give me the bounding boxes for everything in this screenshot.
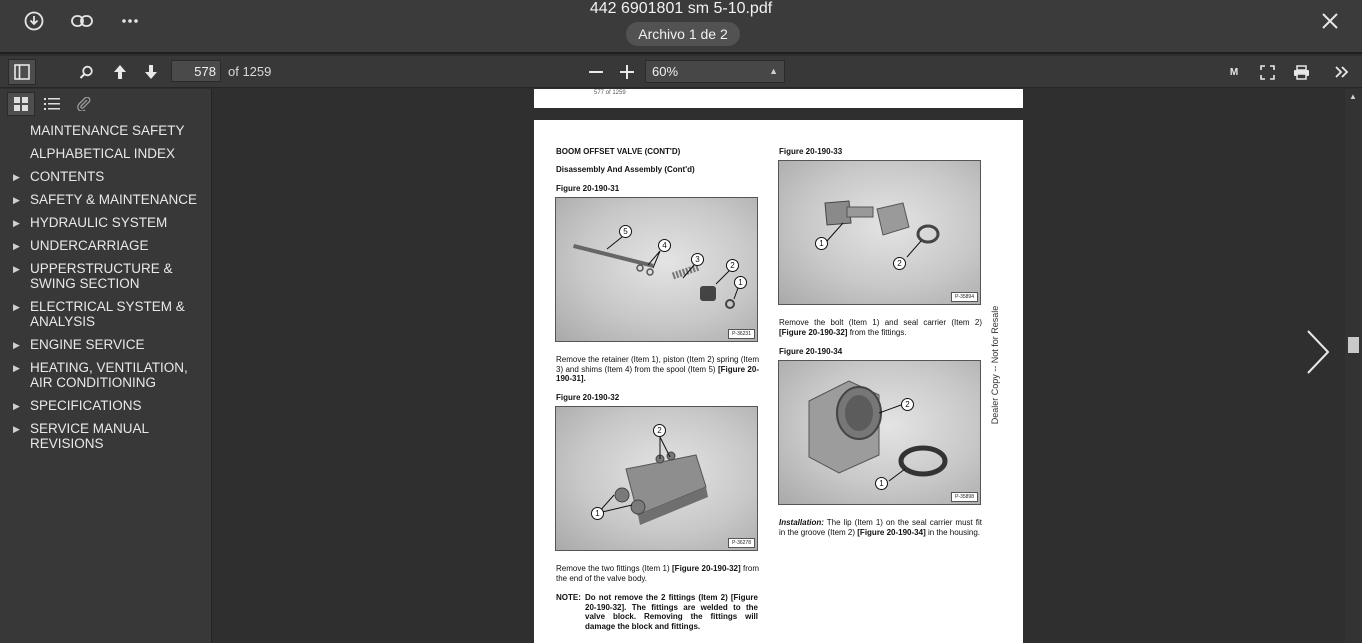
section-heading: BOOM OFFSET VALVE (CONT'D) <box>556 147 681 156</box>
outline-item-label: SERVICE MANUAL REVISIONS <box>30 421 149 451</box>
vertical-scrollbar[interactable] <box>1345 89 1362 643</box>
outline-item-label: UNDERCARRIAGE <box>30 238 149 253</box>
expand-arrow-icon[interactable]: ▶ <box>13 195 20 205</box>
photo-code-32: P-36278 <box>728 538 755 548</box>
page-total-label: of 1259 <box>228 64 272 79</box>
previous-page <box>534 89 1023 108</box>
expand-arrow-icon[interactable]: ▶ <box>13 340 20 350</box>
expand-arrow-icon[interactable]: ▶ <box>13 401 20 411</box>
expand-arrow-icon[interactable]: ▶ <box>13 363 20 373</box>
outline-item-label: ENGINE SERVICE <box>30 337 145 352</box>
search-icon[interactable] <box>76 59 96 85</box>
note-label: NOTE: <box>556 593 581 602</box>
outline-item[interactable] <box>0 169 212 184</box>
figure-label-34: Figure 20-190-34 <box>779 347 843 356</box>
figure-20-190-32-photo <box>555 406 758 551</box>
scroll-up-icon[interactable]: ▲ <box>1349 92 1357 101</box>
attachment-view-icon[interactable] <box>70 92 98 116</box>
expand-arrow-icon[interactable]: ▶ <box>13 264 20 274</box>
document-outline <box>0 123 212 459</box>
text-mode-icon[interactable]: M <box>1229 66 1239 78</box>
figure-20-190-31-photo <box>555 197 758 342</box>
expand-arrow-icon[interactable]: ▶ <box>13 172 20 182</box>
figure-label-31: Figure 20-190-31 <box>556 184 620 193</box>
close-icon[interactable] <box>1317 8 1343 34</box>
file-indicator[interactable]: Archivo 1 de 2 <box>626 22 740 46</box>
instruction-32: Remove the two fittings (Item 1) [Figure 20-190-32] from the end of the valve body. <box>556 564 760 583</box>
photo-code-33: P-35894 <box>951 292 978 302</box>
zoom-out-icon[interactable] <box>586 59 606 85</box>
more-tools-icon[interactable] <box>1332 59 1352 85</box>
instruction-31: Remove the retainer (Item 1), piston (Item 2) spring (Item 3) and shims (Item 4) from the spool (Item 5) [Figure 20-190-31]. <box>556 355 759 383</box>
page-down-icon[interactable] <box>141 59 161 85</box>
zoom-value: 60% <box>652 64 679 79</box>
viewer-title-bar <box>0 0 1362 54</box>
callout-2: 2 <box>726 259 739 272</box>
document-viewer[interactable] <box>213 89 1345 643</box>
outline-item[interactable] <box>0 398 212 413</box>
installation-note: Installation: The lip (Item 1) on the seal carrier must fit in the groove (Item 2) [Figure 20-190-34] in the housing. <box>779 518 982 537</box>
expand-arrow-icon[interactable]: ▶ <box>13 302 20 312</box>
outline-view-icon[interactable] <box>38 92 66 116</box>
page-up-icon[interactable] <box>110 59 130 85</box>
outline-item-label: HEATING, VENTILATION, AIR CONDITIONING <box>30 360 188 390</box>
document-title: 442 6901801 sm 5-10.pdf <box>589 0 773 17</box>
outline-item[interactable] <box>0 360 212 390</box>
outline-item[interactable] <box>0 421 212 451</box>
sidebar <box>0 89 212 643</box>
outline-item[interactable] <box>0 146 212 161</box>
callout-4: 4 <box>658 239 671 252</box>
callout-2: 2 <box>653 424 666 437</box>
print-icon[interactable] <box>1290 59 1312 85</box>
outline-item[interactable] <box>0 299 212 329</box>
outline-item[interactable] <box>0 337 212 352</box>
callout-1: 1 <box>875 477 888 490</box>
outline-item-label: UPPERSTRUCTURE & SWING SECTION <box>30 261 173 291</box>
outline-item-label: HYDRAULIC SYSTEM <box>30 215 168 230</box>
expand-arrow-icon[interactable]: ▶ <box>13 218 20 228</box>
figure-20-190-34-photo <box>778 360 981 505</box>
outline-item-label: ELECTRICAL SYSTEM & ANALYSIS <box>30 299 185 329</box>
callout-5: 5 <box>619 225 632 238</box>
outline-item[interactable] <box>0 123 212 138</box>
pdf-toolbar <box>0 56 1362 88</box>
outline-item[interactable] <box>0 215 212 230</box>
note-text: Do not remove the 2 fittings (Item 2) [Figure 20-190-32]. The fittings are welded to the valve block. Removing the fittings will damage the block and fittings. <box>585 593 758 631</box>
thumbnail-view-icon[interactable] <box>7 92 35 116</box>
instruction-33: Remove the bolt (Item 1) and seal carrier (Item 2) [Figure 20-190-32] from the fittings. <box>779 318 982 337</box>
outline-item-label: CONTENTS <box>30 169 105 184</box>
photo-code-31: P-36231 <box>728 329 755 339</box>
figure-label-32: Figure 20-190-32 <box>556 393 620 402</box>
scrollbar-thumb[interactable] <box>1348 337 1359 353</box>
photo-code-34: P-35898 <box>951 492 978 502</box>
callout-1: 1 <box>591 507 604 520</box>
figure-20-190-33-photo <box>778 160 981 305</box>
page-number-input[interactable] <box>171 60 221 82</box>
callout-2: 2 <box>893 257 906 270</box>
outline-item-label: MAINTENANCE SAFETY <box>30 123 185 138</box>
chevron-updown-icon: ▲ <box>769 66 778 76</box>
outline-item-label: SAFETY & MAINTENANCE <box>30 192 198 207</box>
outline-item[interactable] <box>0 192 212 207</box>
subsection-heading: Disassembly And Assembly (Cont'd) <box>556 165 695 174</box>
outline-item-label: ALPHABETICAL INDEX <box>30 146 176 161</box>
expand-arrow-icon[interactable]: ▶ <box>13 424 20 434</box>
sidebar-toggle-icon[interactable] <box>8 59 36 85</box>
current-page <box>534 120 1023 643</box>
outline-item-label: SPECIFICATIONS <box>30 398 142 413</box>
figure-label-33: Figure 20-190-33 <box>779 147 843 156</box>
expand-arrow-icon[interactable]: ▶ <box>13 241 20 251</box>
outline-item[interactable] <box>0 261 212 291</box>
callout-2: 2 <box>901 398 914 411</box>
callout-1: 1 <box>815 237 828 250</box>
zoom-in-icon[interactable] <box>617 59 637 85</box>
outline-item[interactable] <box>0 238 212 253</box>
fullscreen-icon[interactable] <box>1257 59 1277 85</box>
callout-3: 3 <box>691 253 704 266</box>
zoom-select[interactable] <box>645 60 785 83</box>
callout-1: 1 <box>734 276 747 289</box>
page-watermark: Dealer Copy -- Not for Resale <box>990 305 1000 425</box>
prev-page-number: 577 of 1259 <box>594 90 626 96</box>
next-page-arrow-icon[interactable] <box>1306 329 1330 380</box>
